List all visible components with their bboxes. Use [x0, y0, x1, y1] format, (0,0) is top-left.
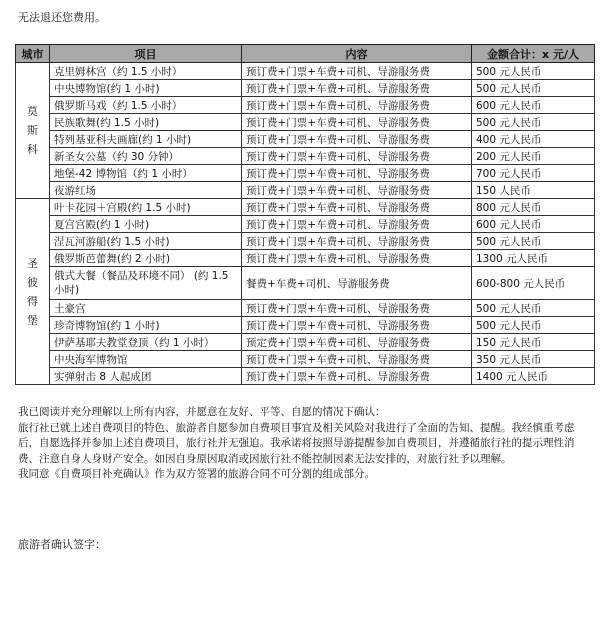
table-row: [16, 114, 595, 131]
table-row: [16, 368, 595, 385]
price-cell: 500 元人民币: [472, 317, 595, 334]
content-cell: 餐费+车费+司机、导游服务费: [242, 267, 472, 300]
item-cell: 新圣女公墓（约 30 分钟）: [50, 148, 242, 165]
table-row: [16, 182, 595, 199]
item-cell: 民族歌舞(约 1.5 小时): [50, 114, 242, 131]
item-cell: 夏宫宫殿(约 1 小时): [50, 216, 242, 233]
table-row: [16, 351, 595, 368]
table-header-row: [16, 45, 595, 63]
item-cell: 俄罗斯芭蕾舞(约 2 小时): [50, 250, 242, 267]
price-cell: 500 元人民币: [472, 63, 595, 80]
item-cell: 珍奇博物馆(约 1 小时): [50, 317, 242, 334]
item-cell: 特列基亚科夫画廊(约 1 小时): [50, 131, 242, 148]
content-cell: 预订费+门票+车费+司机、导游服务费: [242, 368, 472, 385]
header-total: 金额合计：x 元/人: [472, 45, 595, 63]
confirmation-text: [18, 405, 590, 483]
content-cell: 预订费+门票+车费+司机、导游服务费: [242, 131, 472, 148]
item-cell: 中央海军博物馆: [50, 351, 242, 368]
item-cell: 地堡-42 博物馆（约 1 小时）: [50, 165, 242, 182]
item-cell: 夜游红场: [50, 182, 242, 199]
content-cell: 预订费+门票+车费+司机、导游服务费: [242, 216, 472, 233]
content-cell: 预订费+门票+车费+司机、导游服务费: [242, 351, 472, 368]
item-cell: 土豪宫: [50, 300, 242, 317]
content-cell: 预订费+门票+车费+司机、导游服务费: [242, 233, 472, 250]
table-row: [16, 250, 595, 267]
price-cell: 1400 元人民币: [472, 368, 595, 385]
content-cell: 预定费+门票+车费+司机、导游服务费: [242, 334, 472, 351]
item-cell: 克里姆林宫（约 1.5 小时）: [50, 63, 242, 80]
price-cell: 500 元人民币: [472, 114, 595, 131]
table-row: [16, 267, 595, 300]
content-cell: 预订费+门票+车费+司机、导游服务费: [242, 97, 472, 114]
item-cell: 实弹射击 8 人起成团: [50, 368, 242, 385]
content-cell: 预订费+门票+车费+司机、导游服务费: [242, 300, 472, 317]
table-row: [16, 148, 595, 165]
statement-agreement: 我同意《自费项目补充确认》作为双方签署的旅游合同不可分割的组成部分。: [18, 468, 375, 480]
content-cell: 预订费+门票+车费+司机、导游服务费: [242, 80, 472, 97]
table-row: [16, 199, 595, 216]
price-cell: 500 元人民币: [472, 233, 595, 250]
table-row: [16, 131, 595, 148]
price-cell: 400 元人民币: [472, 131, 595, 148]
item-cell: 俄罗斯马戏（约 1.5 小时）: [50, 97, 242, 114]
content-cell: 预订费+门票+车费+司机、导游服务费: [242, 114, 472, 131]
price-cell: 200 元人民币: [472, 148, 595, 165]
item-cell: 中央博物馆(约 1 小时): [50, 80, 242, 97]
top-note: 无法退还您费用。: [18, 11, 106, 24]
content-cell: 预订费+门票+车费+司机、导游服务费: [242, 317, 472, 334]
fee-table: [15, 44, 595, 385]
table-row: [16, 334, 595, 351]
table-row: [16, 317, 595, 334]
price-cell: 600-800 元人民币: [472, 267, 595, 300]
content-cell: 预订费+门票+车费+司机、导游服务费: [242, 182, 472, 199]
price-cell: 500 元人民币: [472, 80, 595, 97]
item-cell: 伊萨基耶夫教堂登顶（约 1 小时）: [50, 334, 242, 351]
header-content: 内容: [242, 45, 472, 63]
content-cell: 预订费+门票+车费+司机、导游服务费: [242, 148, 472, 165]
header-city: 城市: [16, 45, 50, 63]
price-cell: 1300 元人民币: [472, 250, 595, 267]
price-cell: 150 元人民币: [472, 334, 595, 351]
price-cell: 350 元人民币: [472, 351, 595, 368]
city-cell: 圣彼得堡: [16, 199, 50, 385]
table-row: [16, 165, 595, 182]
price-cell: 800 元人民币: [472, 199, 595, 216]
item-cell: 叶卡花园＋宫殿(约 1.5 小时): [50, 199, 242, 216]
item-cell: 涅瓦河游船(约 1.5 小时): [50, 233, 242, 250]
city-cell: 莫斯科: [16, 63, 50, 199]
table-row: [16, 97, 595, 114]
price-cell: 500 元人民币: [472, 300, 595, 317]
table-row: [16, 80, 595, 97]
fee-table-body: [16, 63, 595, 385]
item-cell: 俄式大餐（餐品及环境不同） (约 1.5 小时): [50, 267, 242, 300]
content-cell: 预订费+门票+车费+司机、导游服务费: [242, 63, 472, 80]
price-cell: 600 元人民币: [472, 216, 595, 233]
price-cell: 600 元人民币: [472, 97, 595, 114]
statement-notice: 旅行社已就上述自费项目的特色、旅游者自愿参加自费项目事宜及相关风险对我进行了全面的告知、提醒。我经慎重考虑后，自愿选择并参加上述自费项目，旅行社并无强迫。我承诺将按照导游提醒参加自费项目，并遵循旅行社的提示理性消费、注意自身人身财产安全。如因自身原因取消或因旅行社不能控制因素无法安排的，对旅行社予以理解。: [18, 421, 575, 465]
table-row: [16, 300, 595, 317]
table-row: [16, 63, 595, 80]
content-cell: 预订费+门票+车费+司机、导游服务费: [242, 165, 472, 182]
table-row: [16, 216, 595, 233]
content-cell: 预订费+门票+车费+司机、导游服务费: [242, 199, 472, 216]
signature-label: 旅游者确认签字：: [18, 538, 106, 551]
content-cell: 预订费+门票+车费+司机、导游服务费: [242, 250, 472, 267]
header-item: 项目: [50, 45, 242, 63]
price-cell: 150 人民币: [472, 182, 595, 199]
table-row: [16, 233, 595, 250]
statement-intro: 我已阅读并充分理解以上所有内容，并愿意在友好、平等、自愿的情况下确认：: [18, 406, 386, 418]
price-cell: 700 元人民币: [472, 165, 595, 182]
